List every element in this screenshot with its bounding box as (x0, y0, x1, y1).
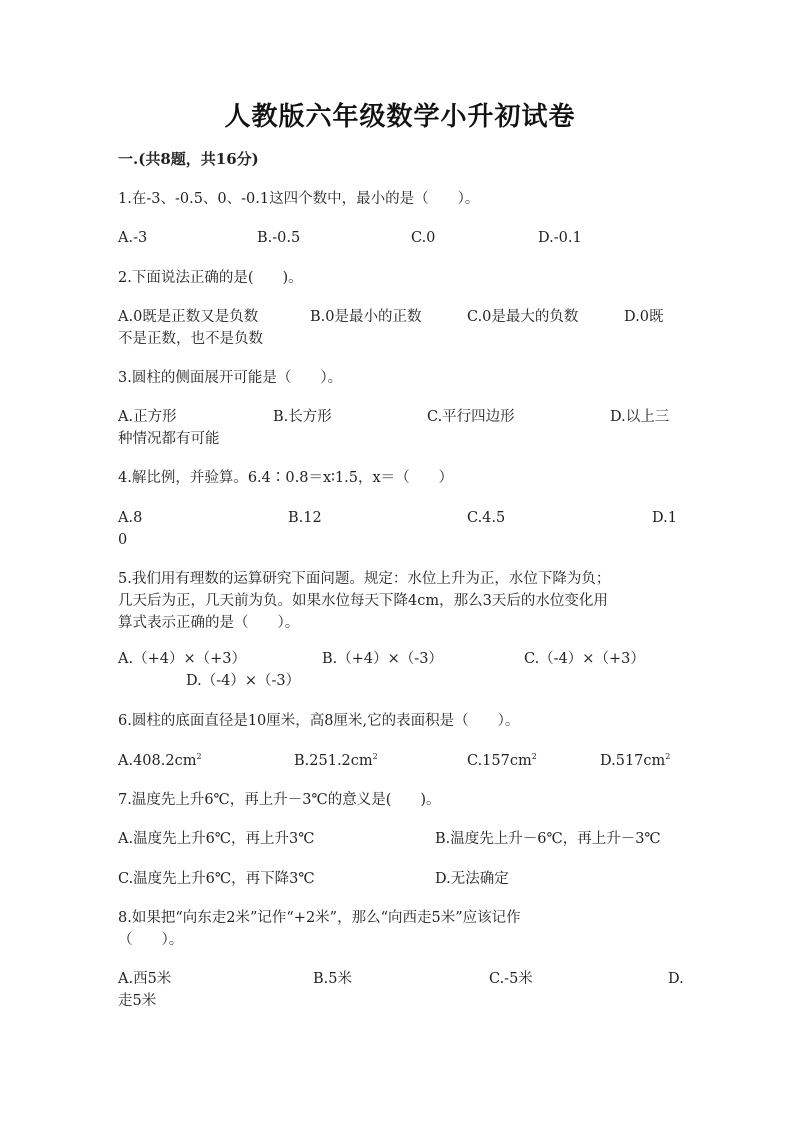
q2-option-c: C.0是最大的负数 (467, 309, 579, 325)
q6-option-a (118, 750, 202, 772)
question-5-stem-line-2: 几天后为正，几天前为负。如果水位每天下降4cm，那么3天后的水位变化用 (118, 593, 608, 609)
q1-option-c: C.0 (411, 230, 436, 246)
question-4-stem: 4.解比例，并验算。6.4∶0.8＝x∶1.5，x＝（ ） (118, 470, 454, 486)
q2-option-b: B.0是最小的正数 (310, 309, 422, 325)
q6-option-d-exponent: 2 (665, 752, 671, 761)
q4-option-c: C.4.5 (467, 510, 506, 526)
q4-option-d-continued: 0 (118, 532, 128, 548)
q4-option-b: B.12 (288, 510, 322, 526)
q3-option-c: C.平行四边形 (427, 409, 515, 425)
q8-option-d: D. (668, 971, 684, 987)
question-2-stem: 2.下面说法正确的是( )。 (118, 270, 303, 286)
q6-option-a-exponent: 2 (196, 752, 202, 761)
question-6-stem: 6.圆柱的底面直径是10厘米，高8厘米,它的表面积是（ ）。 (118, 713, 520, 729)
q4-option-d: D.1 (652, 510, 677, 526)
q5-option-c: C.（-4）×（+3） (524, 651, 645, 667)
q5-option-d: D.（-4）×（-3） (186, 673, 301, 689)
q7-option-a: A.温度先上升6℃，再上升3℃ (118, 831, 315, 847)
question-7-stem: 7.温度先上升6℃，再上升－3℃的意义是( )。 (118, 792, 441, 808)
question-8-stem-line-1: 8.如果把“向东走2米”记作“+2米”，那么“向西走5米”应该记作 (118, 910, 521, 926)
q2-option-d: D.0既 (624, 309, 664, 325)
q8-option-d-continued: 走5米 (118, 993, 157, 1009)
question-8-stem-line-2: （ ）。 (118, 932, 184, 948)
q2-option-a: A.0既是正数又是负数 (118, 309, 259, 325)
q3-option-b: B.长方形 (273, 409, 332, 425)
q2-option-d-continued: 不是正数，也不是负数 (118, 331, 263, 347)
q5-option-b: B.（+4）×（-3） (322, 651, 443, 667)
q8-option-b: B.5米 (313, 971, 352, 987)
q6-option-c-exponent: 2 (531, 752, 537, 761)
q7-option-b: B.温度先上升－6℃，再上升－3℃ (435, 831, 661, 847)
q7-option-c: C.温度先上升6℃，再下降3℃ (118, 871, 315, 887)
q6-option-c (467, 750, 537, 772)
q6-option-d (600, 750, 670, 772)
q6-option-c-text: C.157cm (467, 753, 532, 769)
page-title: 人教版六年级数学小升初试卷 (224, 102, 576, 132)
q1-option-d: D.-0.1 (538, 230, 582, 246)
q3-option-d: D.以上三 (610, 409, 670, 425)
q4-option-a: A.8 (118, 510, 143, 526)
question-5-stem-line-1: 5.我们用有理数的运算研究下面问题。规定：水位上升为正，水位下降为负； (118, 571, 611, 587)
q3-option-d-continued: 种情况都有可能 (118, 431, 220, 447)
q6-option-b (294, 750, 378, 772)
q1-option-b: B.-0.5 (257, 230, 301, 246)
q3-option-a: A.正方形 (118, 409, 177, 425)
question-5-stem-line-3: 算式表示正确的是（ ）。 (118, 615, 300, 631)
q1-option-a: A.-3 (118, 230, 148, 246)
q5-option-a: A.（+4）×（+3） (118, 651, 246, 667)
q6-option-b-text: B.251.2cm (294, 753, 373, 769)
q7-option-d: D.无法确定 (435, 871, 509, 887)
q6-option-b-exponent: 2 (372, 752, 378, 761)
section-heading: 一.(共8题，共16分) (118, 150, 259, 168)
q8-option-a: A.西5米 (118, 971, 172, 987)
question-1-stem: 1.在-3、-0.5、0、-0.1这四个数中，最小的是（ ）。 (118, 191, 480, 207)
q8-option-c: C.-5米 (489, 971, 533, 987)
q6-option-d-text: D.517cm (600, 753, 666, 769)
q6-option-a-text: A.408.2cm (118, 753, 197, 769)
question-3-stem: 3.圆柱的侧面展开可能是（ ）。 (118, 370, 343, 386)
